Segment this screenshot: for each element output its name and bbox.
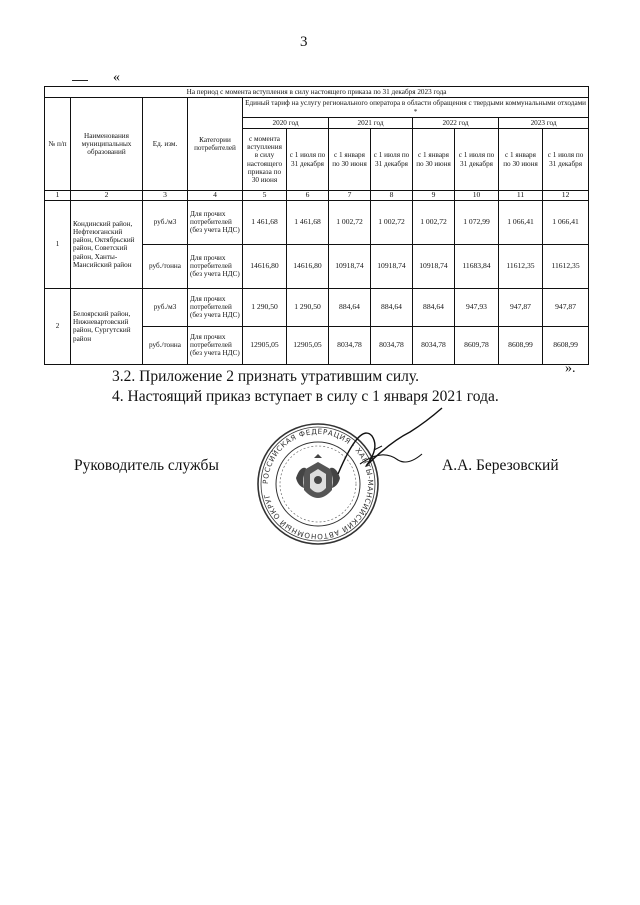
subperiod-header: с 1 января по 30 июня [329, 129, 371, 191]
tariff-value: 947,87 [543, 288, 589, 326]
column-number: 8 [371, 191, 413, 201]
row-number: 1 [45, 200, 71, 288]
tariff-value: 11612,35 [543, 244, 589, 288]
tariff-value: 884,64 [413, 288, 455, 326]
category-cell: Для прочих потребителей (без учета НДС) [188, 326, 243, 364]
tariff-value: 10918,74 [329, 244, 371, 288]
tariff-value: 1 002,72 [371, 200, 413, 244]
tariff-value: 11612,35 [499, 244, 543, 288]
director-title: Руководитель службы [74, 457, 219, 474]
subperiod-header: с 1 июля по 31 декабря [455, 129, 499, 191]
tariff-value: 10918,74 [371, 244, 413, 288]
tariff-value: 1 461,68 [243, 200, 287, 244]
municipality-name: Кондинский район, Нефтеюганский район, Октябрьский район, Советский район, Ханты-Мансийский район [71, 200, 143, 288]
tariff-value: 947,93 [455, 288, 499, 326]
column-number: 11 [499, 191, 543, 201]
subperiod-header: с 1 июля по 31 декабря [287, 129, 329, 191]
column-number: 6 [287, 191, 329, 201]
subperiod-header: с 1 января по 30 июня [499, 129, 543, 191]
tariff-value: 1 002,72 [329, 200, 371, 244]
col-header-unit: Ед. изм. [143, 98, 188, 191]
subperiod-header: с 1 января по 30 июня [413, 129, 455, 191]
tariff-value: 8034,78 [329, 326, 371, 364]
year-header-2020: 2020 год [243, 117, 329, 128]
column-number: 10 [455, 191, 499, 201]
tariff-value: 10918,74 [413, 244, 455, 288]
column-number: 12 [543, 191, 589, 201]
table-row [45, 288, 589, 326]
column-number: 9 [413, 191, 455, 201]
tariff-value: 1 066,41 [543, 200, 589, 244]
director-name: А.А. Березовский [442, 457, 559, 474]
margin-mark [72, 80, 88, 81]
handwritten-signature [330, 402, 450, 492]
tariff-header: Единый тариф на услугу регионального оператора в области обращения с твердыми коммунальными отходами * [243, 98, 589, 118]
subperiod-header: с 1 июля по 31 декабря [371, 129, 413, 191]
tariff-value: 1 072,99 [455, 200, 499, 244]
tariff-value: 8609,78 [455, 326, 499, 364]
tariff-value: 12905,05 [287, 326, 329, 364]
col-header-name: Наименования муниципальных образований [71, 98, 143, 191]
tariff-value: 884,64 [371, 288, 413, 326]
tariff-value: 884,64 [329, 288, 371, 326]
close-quote-mark: ». [565, 361, 576, 376]
year-header-2023: 2023 год [499, 117, 589, 128]
column-number: 1 [45, 191, 71, 201]
tariff-value: 8608,99 [543, 326, 589, 364]
tariff-value: 14616,80 [287, 244, 329, 288]
open-quote-mark: « [113, 70, 120, 85]
tariff-value: 14616,80 [243, 244, 287, 288]
subperiod-header: с момента вступления в силу настоящего приказа по 30 июня [243, 129, 287, 191]
category-cell: Для прочих потребителей (без учета НДС) [188, 288, 243, 326]
column-number: 2 [71, 191, 143, 201]
column-number: 4 [188, 191, 243, 201]
page-number: 3 [300, 34, 308, 50]
col-header-category: Категории потребителей [188, 98, 243, 191]
tariff-value: 1 290,50 [287, 288, 329, 326]
seal-outer-text: РОССИЙСКАЯ ФЕДЕРАЦИЯ · ХАНТЫ-МАНСИЙСКИЙ АВТОНОМНЫЙ ОКРУГ [260, 426, 376, 542]
category-cell: Для прочих потребителей (без учета НДС) [188, 200, 243, 244]
tariff-value: 8608,99 [499, 326, 543, 364]
tariff-value: 1 066,41 [499, 200, 543, 244]
subperiod-header: с 1 июля по 31 декабря [543, 129, 589, 191]
tariff-value: 1 290,50 [243, 288, 287, 326]
column-number: 5 [243, 191, 287, 201]
row-number: 2 [45, 288, 71, 364]
paragraph-3-2: 3.2. Приложение 2 признать утратившим силу. [112, 368, 419, 385]
col-header-no: № п/п [45, 98, 71, 191]
year-header-2021: 2021 год [329, 117, 413, 128]
tariff-value: 12905,05 [243, 326, 287, 364]
tariff-value: 11683,84 [455, 244, 499, 288]
tariff-value: 1 461,68 [287, 200, 329, 244]
year-header-2022: 2022 год [413, 117, 499, 128]
tariff-value: 947,87 [499, 288, 543, 326]
column-number: 3 [143, 191, 188, 201]
column-number: 7 [329, 191, 371, 201]
unit-cell: руб./м3 [143, 200, 188, 244]
category-cell: Для прочих потребителей (без учета НДС) [188, 244, 243, 288]
tariff-value: 1 002,72 [413, 200, 455, 244]
unit-cell: руб./тонна [143, 244, 188, 288]
period-header: На период с момента вступления в силу настоящего приказа по 31 декабря 2023 года [45, 87, 589, 98]
unit-cell: руб./тонна [143, 326, 188, 364]
paragraph-4: 4. Настоящий приказ вступает в силу с 1 января 2021 года. [112, 388, 499, 405]
tariff-value: 8034,78 [413, 326, 455, 364]
municipality-name: Белоярский район, Нижневартовский район, Сургутский район [71, 288, 143, 364]
tariff-table [44, 86, 589, 365]
unit-cell: руб./м3 [143, 288, 188, 326]
tariff-value: 8034,78 [371, 326, 413, 364]
table-row [45, 200, 589, 244]
